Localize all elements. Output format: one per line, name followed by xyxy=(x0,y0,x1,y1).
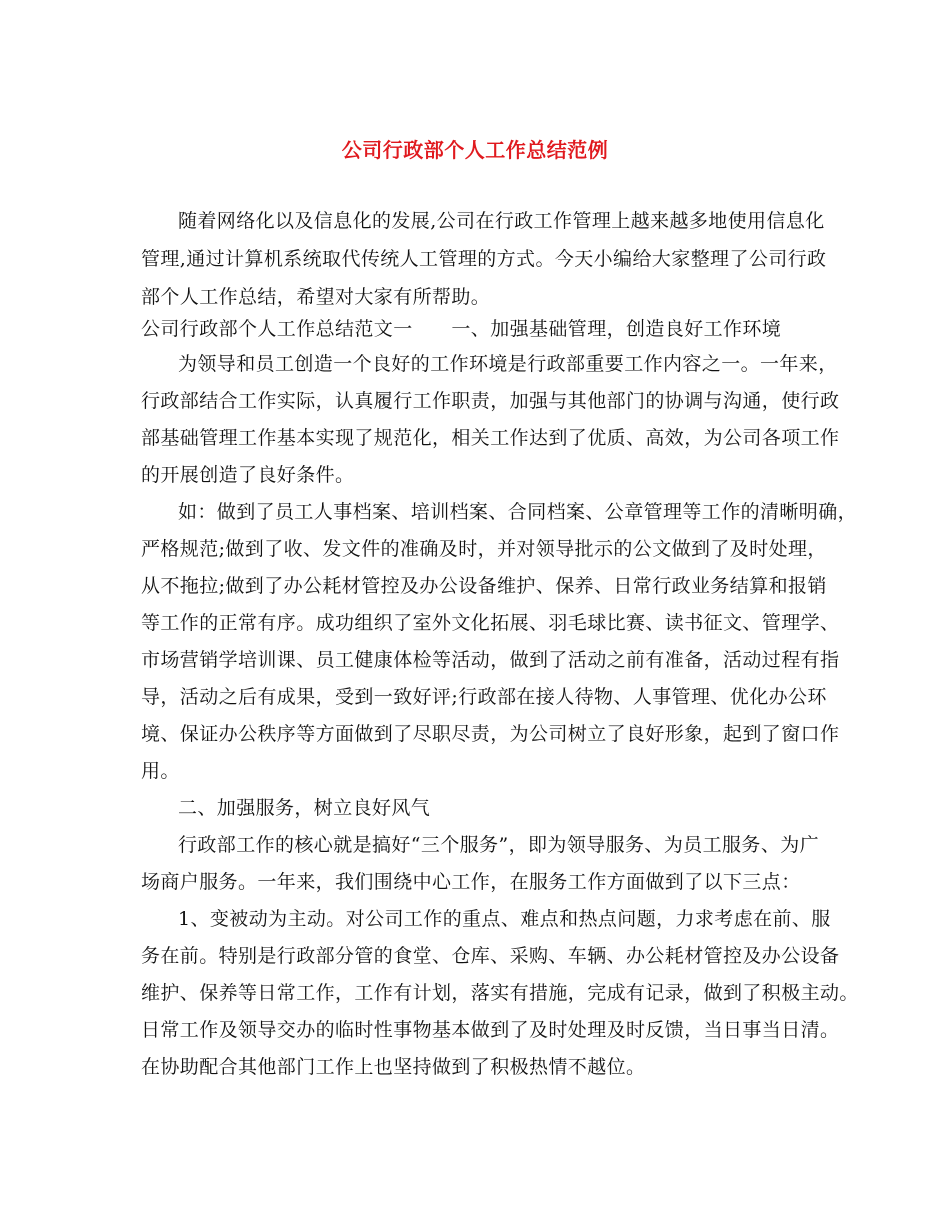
text-line: 境、保证办公秩序等方面做到了尽职尽责，为公司树立了良好形象，起到了窗口作 xyxy=(141,723,840,745)
text-line: 的开展创造了良好条件。 xyxy=(141,464,355,486)
text-line: 公司行政部个人工作总结范文一 一、加强基础管理，创造良好工作环境 xyxy=(141,318,782,340)
text-line: 行政部结合工作实际，认真履行工作职责，加强与其他部门的协调与沟通，使行政 xyxy=(141,390,840,412)
text-line: 随着网络化以及信息化的发展,公司在行政工作管理上越来越多地使用信息化 xyxy=(178,210,825,232)
text-line: 二、加强服务，树立良好风气 xyxy=(178,797,431,819)
text-line: 在协助配合其他部门工作上也坚持做到了积极热情不越位。 xyxy=(141,1056,646,1078)
text-line: 为领导和员工创造一个良好的工作环境是行政部重要工作内容之一。一年来， xyxy=(178,353,838,375)
text-line: 1、变被动为主动。对公司工作的重点、难点和热点问题，力求考虑在前、服 xyxy=(178,908,831,930)
text-line: 管理,通过计算机系统取代传统人工管理的方式。今天小编给大家整理了公司行政 xyxy=(141,248,827,270)
text-line: 部个人工作总结，希望对大家有所帮助。 xyxy=(141,286,491,308)
text-line: 场商户服务。一年来，我们围绕中心工作，在服务工作方面做到了以下三点： xyxy=(141,871,801,893)
text-line: 维护、保养等日常工作，工作有计划，落实有措施，完成有记录，做到了积极主动。 xyxy=(141,982,859,1004)
text-line: 务在前。特别是行政部分管的食堂、仓库、采购、车辆、办公耗材管控及办公设备 xyxy=(141,945,840,967)
text-line: 从不拖拉;做到了办公耗材管控及办公设备维护、保养、日常行政业务结算和报销 xyxy=(141,575,827,597)
text-line: 市场营销学培训课、员工健康体检等活动，做到了活动之前有准备，活动过程有指 xyxy=(141,649,840,671)
document-title: 公司行政部个人工作总结范例 xyxy=(341,138,609,162)
text-line: 导，活动之后有成果，受到一致好评;行政部在接人待物、人事管理、优化办公环 xyxy=(141,686,827,708)
text-line: 部基础管理工作基本实现了规范化，相关工作达到了优质、高效，为公司各项工作 xyxy=(141,427,840,449)
text-line: 严格规范;做到了收、发文件的准确及时，并对领导批示的公文做到了及时处理， xyxy=(141,538,827,560)
text-line: 用。 xyxy=(141,760,180,782)
text-line: 如：做到了员工人事档案、培训档案、合同档案、公章管理等工作的清晰明确， xyxy=(178,501,858,523)
text-line: 等工作的正常有序。成功组织了室外文化拓展、羽毛球比赛、读书征文、管理学、 xyxy=(141,612,840,634)
text-line: 行政部工作的核心就是搞好“三个服务”，即为领导服务、为员工服务、为广 xyxy=(178,834,820,856)
text-line: 日常工作及领导交办的临时性事物基本做到了及时处理及时反馈，当日事当日清。 xyxy=(141,1019,840,1041)
